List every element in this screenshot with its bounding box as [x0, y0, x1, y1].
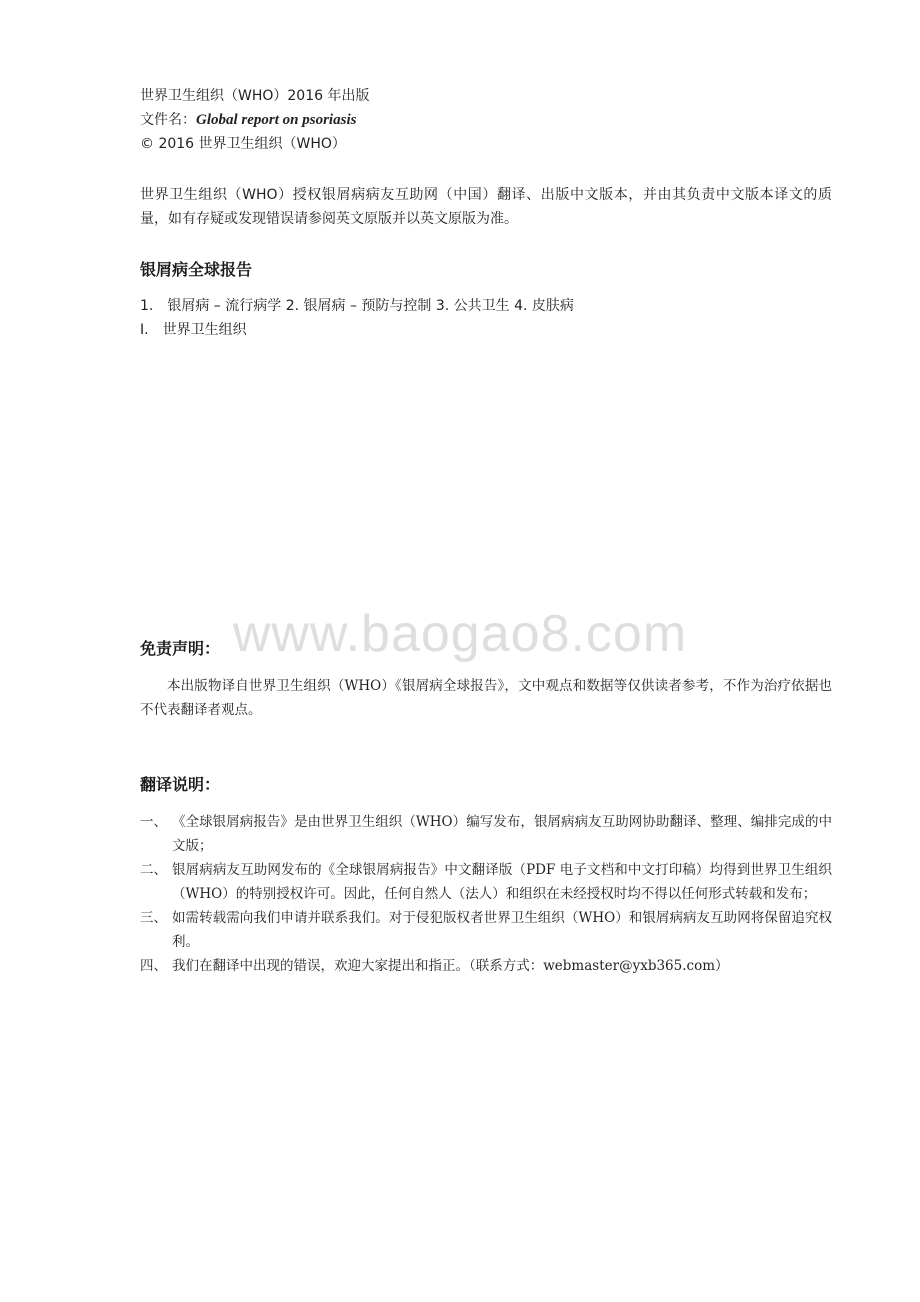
publication-info: [140, 84, 832, 156]
translation-notes-list: [140, 810, 832, 978]
subject-line-1: 1. 银屑病 – 流行病学 2. 银屑病 – 预防与控制 3. 公共卫生 4. 皮肤病: [140, 298, 574, 314]
file-name-line: [140, 108, 832, 132]
disclaimer-text: 本出版物译自世界卫生组织（WHO）《银屑病全球报告》，文中观点和数据等仅供读者参考，不作为治疗依据也不代表翻译者观点。: [140, 678, 832, 718]
list-item-text: 银屑病病友互助网发布的《全球银屑病报告》中文翻译版（PDF 电子文档和中文打印稿）均得到世界卫生组织（WHO）的特别授权许可。因此，任何自然人（法人）和组织在未经授权时均不得以任何形式转载和发布；: [172, 862, 832, 902]
list-item: [140, 954, 832, 978]
list-item: [140, 858, 832, 906]
list-item-text: 如需转载需向我们申请并联系我们。对于侵犯版权者世界卫生组织（WHO）和银屑病病友互助网将保留追究权利。: [172, 910, 832, 950]
watermark: www.baogao8.com: [232, 605, 688, 663]
list-item-text: 《全球银屑病报告》是由世界卫生组织（WHO）编写发布，银屑病病友互助网协助翻译、整理、编排完成的中文版；: [172, 814, 832, 854]
file-name-value: Global report on psoriasis: [196, 112, 357, 128]
report-title: 银屑病全球报告: [140, 260, 253, 279]
list-marker: 四、: [140, 958, 167, 974]
list-item: [140, 906, 832, 954]
authorization-statement: 世界卫生组织（WHO）授权银屑病病友互助网（中国）翻译、出版中文版本，并由其负责中文版本译文的质量，如有存疑或发现错误请参阅英文原版并以英文原版为准。: [140, 187, 832, 227]
list-marker: 三、: [140, 910, 167, 926]
list-marker: 二、: [140, 862, 167, 878]
file-name-label: 文件名：: [140, 112, 196, 128]
subject-line-2: I. 世界卫生组织: [140, 322, 247, 338]
disclaimer-heading: 免责声明：: [140, 639, 221, 658]
subject-headings: [140, 294, 832, 342]
publication-year: 世界卫生组织（WHO）2016 年出版: [140, 88, 370, 104]
copyright-line: © 2016 世界卫生组织（WHO）: [140, 136, 346, 152]
translation-notes-heading: 翻译说明：: [140, 775, 221, 794]
list-marker: 一、: [140, 814, 167, 830]
list-item-text: 我们在翻译中出现的错误，欢迎大家提出和指正。（联系方式：webmaster@yxb365.com）: [172, 958, 729, 974]
list-item: [140, 810, 832, 858]
